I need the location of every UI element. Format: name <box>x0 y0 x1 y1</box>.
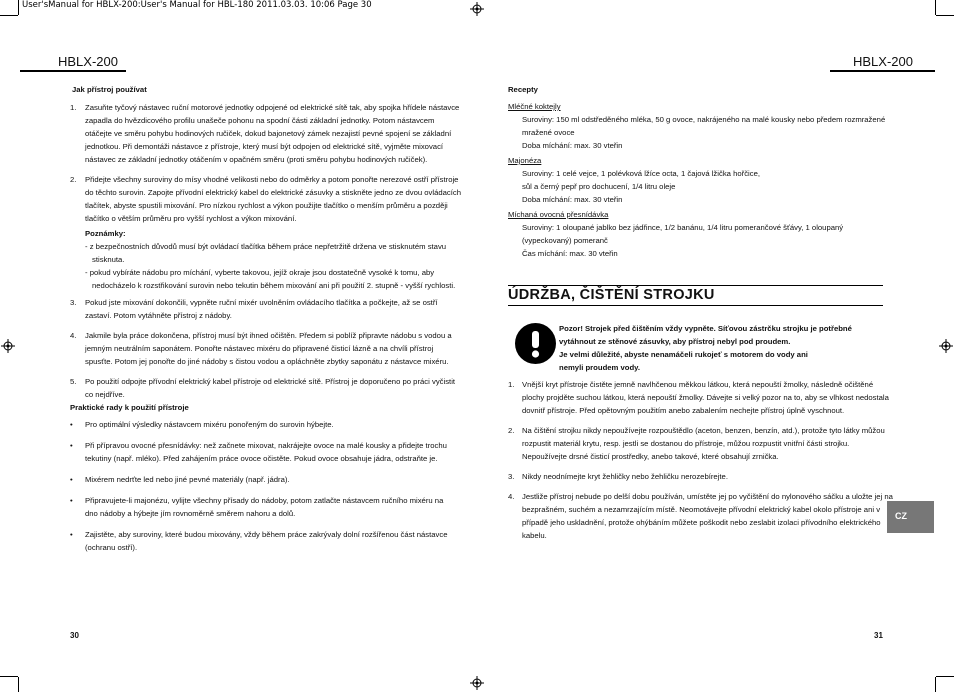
header-rule <box>20 70 126 72</box>
text-line: Připravujete-li majonézu, vylijte všechny přísady do nádoby, potom zatlačte nástavcem ručního mixéru na <box>85 496 444 505</box>
step-number: 3. <box>508 472 515 481</box>
registration-mark-icon <box>1 339 15 353</box>
crop-mark <box>936 676 954 677</box>
text-line: Pro optimální výsledky nástavcem mixéru ponořeným do surovin hýbejte. <box>85 420 334 429</box>
text-line: zapadla do hvězdicového profilu unašeče pohonu na spodní části základní jednotky. Potom nástavcem <box>85 116 435 125</box>
usage-heading: Jak přístroj používat <box>72 85 147 94</box>
notes-heading: Poznámky: <box>85 229 126 238</box>
text-line: Pozor! Strojek před čištěním vždy vypněte. Síťovou zástrčku strojku je potřebné <box>559 324 852 333</box>
text-line: Suroviny: 1 celé vejce, 1 polévková lžíce octa, 1 čajová lžička hořčice, <box>522 169 761 178</box>
text-line: Zajistěte, aby suroviny, které budou mixovány, vždy během práce zakrývaly dolní rozšířenou část nástavce <box>85 530 448 539</box>
bullet-icon: • <box>70 441 73 450</box>
step-number: 2. <box>508 426 515 435</box>
exclamation-icon <box>515 323 556 364</box>
crop-mark <box>0 15 18 16</box>
step-number: 4. <box>508 492 515 501</box>
text-line: Vnější kryt přístroje čistěte jemně navlhčenou měkkou látkou, která nepouští žmolky, následně očištěné <box>522 380 874 389</box>
text-line: (ochranu ostří). <box>85 543 138 552</box>
text-line: dno nádoby a hýbejte jím rovnoměrně směrem nahoru a dolů. <box>85 509 296 518</box>
bullet-icon: • <box>70 420 73 429</box>
text-line: jemným neutrálním saponátem. Ponořte nástavec mixéru do připravené čisticí lázně a na chvíli přístroj <box>85 344 434 353</box>
header-rule <box>830 70 935 72</box>
language-tab: CZ <box>887 501 934 533</box>
text-line: mražené ovoce <box>522 128 575 137</box>
registration-mark-icon <box>470 2 484 16</box>
recipe-name: Majonéza <box>508 156 542 165</box>
text-line: případě jeho uskladnění, protože ohýbáním můžete poškodit nebo zeslabit izolaci přívodního elektrického <box>522 518 881 527</box>
text-line: Jakmile byla práce dokončena, přístroj musí být ihned očištěn. Předem si poblíž připravte nádobu s vodou a <box>85 331 452 340</box>
registration-mark-icon <box>470 676 484 690</box>
text-line: Suroviny: 1 oloupané jablko bez jádřince, 1/2 banánu, 1/4 litru pomerančové šťávy, 1 oloupaný <box>522 223 844 232</box>
crop-mark <box>18 677 19 692</box>
crop-mark <box>0 676 18 677</box>
text-line: vytáhnout ze stěnové zásuvky, aby přístroj nebyl pod proudem. <box>559 337 791 346</box>
text-line: Na čištění strojku nikdy nepoužívejte rozpouštědlo (aceton, benzen, benzín, atd.), protože tyto látky můžou <box>522 426 885 435</box>
page-number-left: 30 <box>70 631 79 640</box>
text-line: Při přípravou ovocné přesnídávky: než začnete mixovat, nakrájejte ovoce na malé kousky a přidejte trochu <box>85 441 447 450</box>
text-line: Pokud jste mixování dokončili, vypněte ruční mixér uvolněním ovládacího tlačítka a počkejte, až se ostří <box>85 298 438 307</box>
text-line: - pokud vybíráte nádobu pro míchání, vyberte takovou, jejíž okraje jsou dostatečně vysoké k tomu, aby <box>85 268 435 277</box>
text-line: kabelu. <box>522 531 547 540</box>
step-number: 1. <box>70 103 77 112</box>
left-page-header: HBLX-200 <box>58 54 118 69</box>
recipes-heading: Recepty <box>508 85 538 94</box>
tips-heading: Praktické rady k použití přístroje <box>70 403 189 412</box>
text-line: plochy projděte suchou látkou, která nepouští žmolky. Dávejte si velký pozor na to, aby se vlhkost nedostala <box>522 393 889 402</box>
text-line: do těchto surovin. Zapojte přívodní elektrický kabel do elektrické zásuvky a stiskněte jedno ze dvou ovládacích <box>85 188 462 197</box>
step-number: 4. <box>70 331 77 340</box>
crop-mark <box>935 0 936 15</box>
text-line: Doba míchání: max. 30 vteřin <box>522 141 623 150</box>
text-line: Zasuňte tyčový nástavec ruční motorové jednotky odpojené od elektrické sítě tak, aby spojka hřídele nástavce <box>85 103 460 112</box>
bullet-icon: • <box>70 496 73 505</box>
text-line: (vypeckovaný) pomeranč <box>522 236 608 245</box>
text-line: tlačítek, abyste spustili mixování. Pro nízkou rychlost a výkon použijte tlačítko o menším průměru a později <box>85 201 448 210</box>
recipe-name: Mléčné koktejly <box>508 102 561 111</box>
text-line: otáčejte ve směru pohybu hodinových ručiček, dokud bajonetový zámek nezajistí pevné spojení se základní <box>85 129 452 138</box>
text-line: Po použití odpojte přívodní elektrický kabel přístroje od elektrické sítě. Přístroj je doporučeno po práci vyčistit <box>85 377 456 386</box>
bullet-icon: • <box>70 475 73 484</box>
step-number: 5. <box>70 377 77 386</box>
text-line: Mixérem nedrťte led nebo jiné pevné materiály (např. jádra). <box>85 475 290 484</box>
text-line: Nepoužívejte drsné čisticí prostředky, anebo takové, které obsahují zrnička. <box>522 452 779 461</box>
print-slug: User'sManual for HBLX-200:User's Manual for HBL-180 2011.03.03. 10:06 Page 30 <box>22 0 372 10</box>
text-line: spusťte. Potom jej ponořte do jiné nádoby s čistou vodou a opláchněte zbytky saponátu z nástavce mixéru. <box>85 357 449 366</box>
text-line: tlačítko o větším průměru pro vyšší rychlost a výkon mixování. <box>85 214 297 223</box>
text-line: rozpustit materiál krytu, resp. jestli se dostanou do přístroje, můžou rozpustit vnitřní části strojku. <box>522 439 850 448</box>
text-line: Nikdy neodnímejte kryt žehličky nebo žehličku nerozebírejte. <box>522 472 728 481</box>
text-line: Jestliže přístroj nebude po delší dobu používán, umístěte jej po vyčištění do nylonového sáčku a uložte jej na <box>522 492 893 501</box>
text-line: dovnitř přístroje. Před opětovným použitím anebo zabalením nechejte přístroj úplně vyschnout. <box>522 406 845 415</box>
crop-mark <box>18 0 19 15</box>
page-number-right: 31 <box>874 631 883 640</box>
step-number: 1. <box>508 380 515 389</box>
text-line: Doba míchání: max. 30 vteřin <box>522 195 623 204</box>
text-line: tekutiny (např. mléko). Před zahájením práce ovoce očistěte. Pokud ovoce obsahuje jádra, odstraňte je. <box>85 454 438 463</box>
text-line: nástavec ze základní jednotky otáčením v opačném směru (proti směru pohybu hodinových ručiček). <box>85 155 428 164</box>
recipe-name: Míchaná ovocná přesnídávka <box>508 210 609 219</box>
bullet-icon: • <box>70 530 73 539</box>
step-number: 2. <box>70 175 77 184</box>
crop-mark <box>936 15 954 16</box>
text-line: Přidejte všechny suroviny do mísy vhodné velikosti nebo do odměrky a potom ponořte nerezové ostří přístroje <box>85 175 459 184</box>
text-line: nemyli proudem vody. <box>559 363 641 372</box>
text-line: nedocházelo k rozstřikování surovin nebo tekutin během mixování ani při použití 2. stupně - vyšší rychlosti. <box>92 281 456 290</box>
text-line: bezprašném, suchém a nezamrzajícím místě. Neomotávejte přívodní elektrický kabel okolo přístroje ani v <box>522 505 881 514</box>
text-line: Čas míchání: max. 30 vteřin <box>522 249 618 258</box>
text-line: jednotkou. Při demontáži nástavce z přístroje, který musí být odpojen od elektrické sítě, vyjměte mixovací <box>85 142 444 151</box>
text-line: co nejdříve. <box>85 390 125 399</box>
text-line: sůl a černý pepř pro dochucení, 1/4 litru oleje <box>522 182 676 191</box>
text-line: - z bezpečnostních důvodů musí být ovládací tlačítka během práce nepřetržitě držena ve stisknutém stavu <box>85 242 447 251</box>
section-rule-bottom <box>508 305 883 306</box>
maintenance-heading: ÚDRŽBA, ČIŠTĚNÍ STROJKU <box>508 287 715 303</box>
section-rule-top <box>508 285 883 286</box>
text-line: Je velmi důležité, abyste nenamáčeli rukojeť s motorem do vody ani <box>559 350 808 359</box>
right-page-header: HBLX-200 <box>853 54 913 69</box>
crop-mark <box>935 677 936 692</box>
text-line: zastaví. Potom vytáhněte přístroj z nádoby. <box>85 311 232 320</box>
text-line: Suroviny: 150 ml odstředěného mléka, 50 g ovoce, nakrájeného na malé kousky nebo předem rozmražené <box>522 115 886 124</box>
text-line: stisknuta. <box>92 255 125 264</box>
step-number: 3. <box>70 298 77 307</box>
registration-mark-icon <box>939 339 953 353</box>
